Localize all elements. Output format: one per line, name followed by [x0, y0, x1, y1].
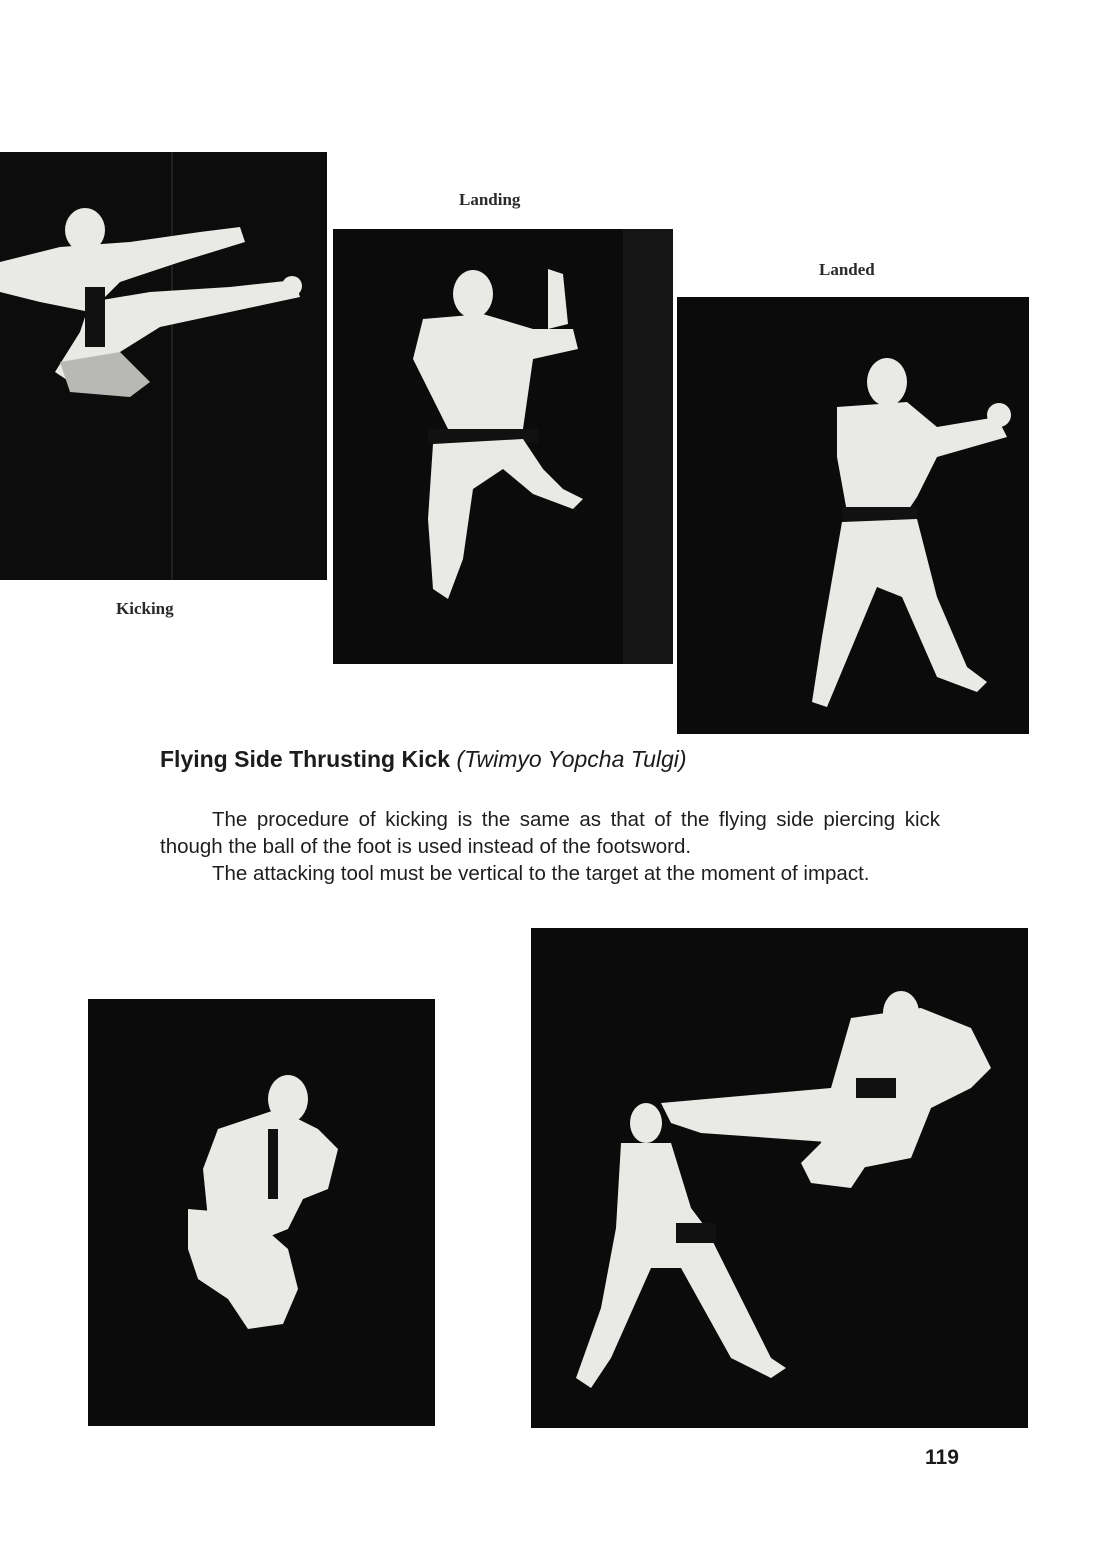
paragraph-procedure: The procedure of kicking is the same as that of the flying side piercing kick though the ball of the foot is used instead of the footsword.	[160, 808, 940, 858]
paragraph-attacking-tool: The attacking tool must be vertical to the target at the moment of impact.	[212, 862, 870, 885]
body-text	[160, 806, 940, 887]
heading-korean-name: (Twimyo Yopcha Tulgi)	[456, 746, 687, 772]
landed-photo	[677, 297, 1029, 734]
caption-kicking: Kicking	[116, 599, 174, 618]
heading-title: Flying Side Thrusting Kick	[160, 746, 451, 772]
caption-landed: Landed	[819, 260, 875, 279]
page-number: 119	[925, 1446, 959, 1469]
section-heading	[160, 746, 687, 773]
kicking-photo	[0, 152, 327, 580]
landing-photo	[333, 229, 673, 664]
caption-landing: Landing	[459, 190, 521, 209]
impact-photo	[531, 928, 1028, 1428]
jump-photo	[88, 999, 435, 1426]
